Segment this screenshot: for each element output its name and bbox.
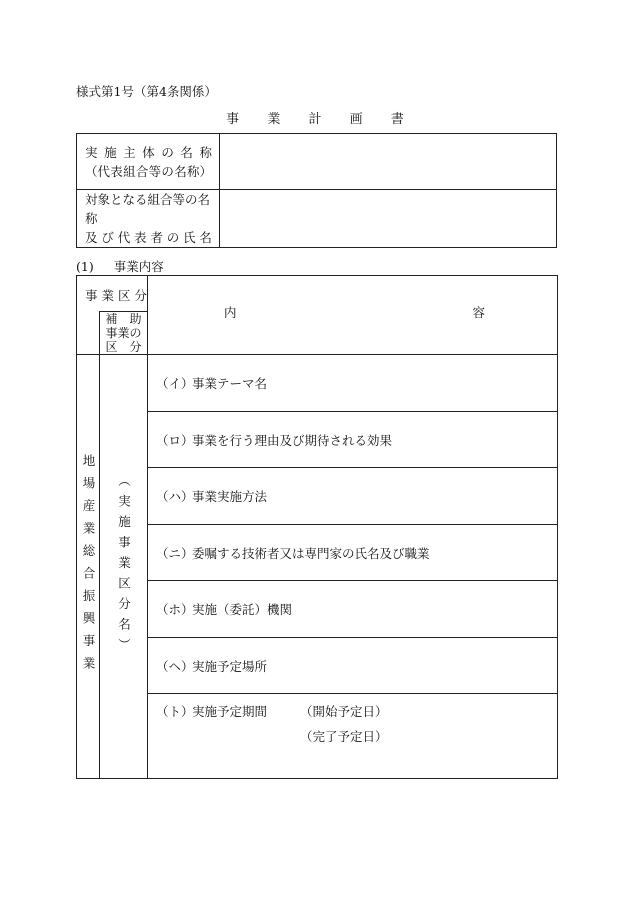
label-line: 実 施 主 体 の 名 称 [85,144,212,160]
title-char: 書 [390,112,404,127]
section-heading [76,257,164,275]
content-header-left: 内 [224,305,237,320]
label-line: 対象となる組合等の名称 [85,192,211,226]
target-association-field[interactable] [220,190,557,248]
section-number: (1) [76,259,94,274]
title-char: 事 [226,112,240,127]
item-method[interactable]: （ハ）事業実施方法 [148,468,558,525]
label-line: （代 表 組 合 等 の 名 称） [85,163,212,179]
item-period[interactable]: （ト）実施予定期間 （開始予定日） （完了予定日） [148,694,558,779]
start-date-label: （開始予定日） [300,704,388,719]
business-type-vertical: 地場産業総合振興事業 [81,454,96,679]
document-title [0,108,630,127]
content-header [148,276,558,355]
item-theme[interactable]: （イ）事業テーマ名 [148,355,558,412]
implementing-entity-label [77,134,220,190]
item-experts[interactable]: （ニ）委嘱する技術者又は専門家の氏名及び職業 [148,525,558,581]
item-agency[interactable]: （ホ）実施（委託）機関 [148,581,558,638]
blank-cell [77,312,100,355]
target-association-label [77,190,220,248]
section-label: 事業内容 [113,259,164,274]
business-category-header: 事 業 区 分 [77,276,148,312]
title-char: 画 [349,112,363,127]
form-number-header: 様式第1号（第4条関係） [76,84,217,99]
end-date-label: （完了予定日） [300,729,388,744]
subsidy-category-header: 補 助 事業の 区 分 [100,312,148,355]
item-location[interactable]: （ヘ）実施予定場所 [148,638,558,694]
label-line: 及 び 代 表 者 の 氏 名 [85,230,212,245]
title-char: 業 [267,112,281,127]
business-content-table [76,275,558,779]
content-header-right: 容 [472,305,486,320]
title-char: 計 [308,112,322,127]
item-reason[interactable]: （ロ）事業を行う理由及び期待される効果 [148,412,558,468]
subsidy-category-cell [100,355,148,779]
applicant-info-table [76,133,557,248]
business-type-cell [77,355,100,779]
implementation-category-vertical: ︵実施事業区分名︶ [116,474,132,659]
implementing-entity-field[interactable] [220,134,557,190]
